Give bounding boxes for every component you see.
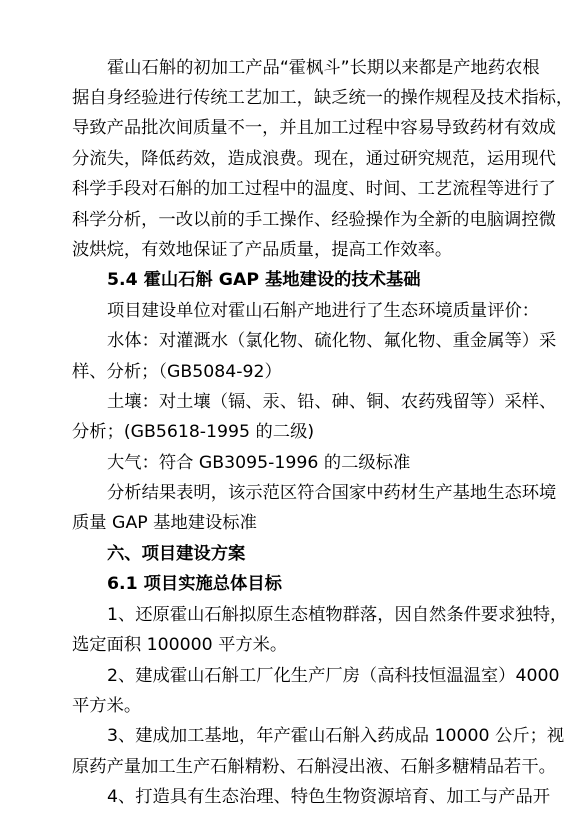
para-processing-line-3: 导致产品批次间质量不一，并且加工过程中容易导致药材有效成 (72, 118, 556, 138)
conclusion-line-1: 分析结果表明，该示范区符合国家中药材生产基地生态环境 (107, 483, 557, 503)
goal-3-line-2: 原药产量加工生产石斛精粉、石斛浸出液、石斛多糖精品若干。 (72, 757, 556, 777)
para-processing-line-4: 分流失，降低药效，造成浪费。现在，通过研究规范，运用现代 (72, 149, 556, 169)
air-line: 大气：符合 GB3095-1996 的二级标准 (107, 453, 411, 473)
section-heading-6-1: 6.1 项目实施总体目标 (107, 574, 282, 594)
para-processing-line-2: 据自身经验进行传统工艺加工，缺乏统一的操作规程及技术指标， (72, 88, 574, 108)
goal-2-line-1: 2、建成霍山石斛工厂化生产厂房（高科技恒温温室）4000 (107, 666, 560, 686)
section-heading-5-4: 5.4 霍山石斛 GAP 基地建设的技术基础 (107, 270, 421, 290)
water-line-2: 样、分析；（GB5084-92） (72, 362, 282, 382)
conclusion-line-2: 质量 GAP 基地建设标准 (72, 513, 257, 533)
goal-4-line-1: 4、打造具有生态治理、特色生物资源培育、加工与产品开 (107, 787, 551, 807)
soil-line-2: 分析；(GB5618-1995 的二级) (72, 422, 315, 442)
goal-2-line-2: 平方米。 (72, 696, 142, 716)
soil-line-1: 土壤：对土壤（镉、汞、铅、砷、铜、农药残留等）采样、 (107, 392, 557, 412)
goal-1-line-1: 1、还原霍山石斛拟原生态植物群落，因自然条件要求独特， (107, 605, 568, 625)
para-processing-line-7: 波烘烷，有效地保证了产品质量，提高工作效率。 (72, 240, 453, 260)
goal-1-line-2: 选定面积 100000 平方米。 (72, 635, 288, 655)
water-line-1: 水体：对灌溉水（氯化物、硫化物、氟化物、重金属等）采 (107, 331, 557, 351)
goal-3-line-1: 3、建成加工基地，年产霍山石斛入药成品 10000 公斤；视 (107, 726, 565, 746)
para-processing-line-5: 科学手段对石斛的加工过程中的温度、时间、工艺流程等进行了 (72, 179, 556, 199)
para-processing-line-6: 科学分析，一改以前的手工操作、经验操作为全新的电脑调控微 (72, 210, 556, 230)
para-processing-line-1: 霍山石斛的初加工产品“霍枫斗”长期以来都是产地药农根 (107, 58, 540, 78)
para-eval: 项目建设单位对霍山石斛产地进行了生态环境质量评价： (107, 301, 540, 321)
section-heading-6: 六、项目建设方案 (107, 544, 246, 564)
